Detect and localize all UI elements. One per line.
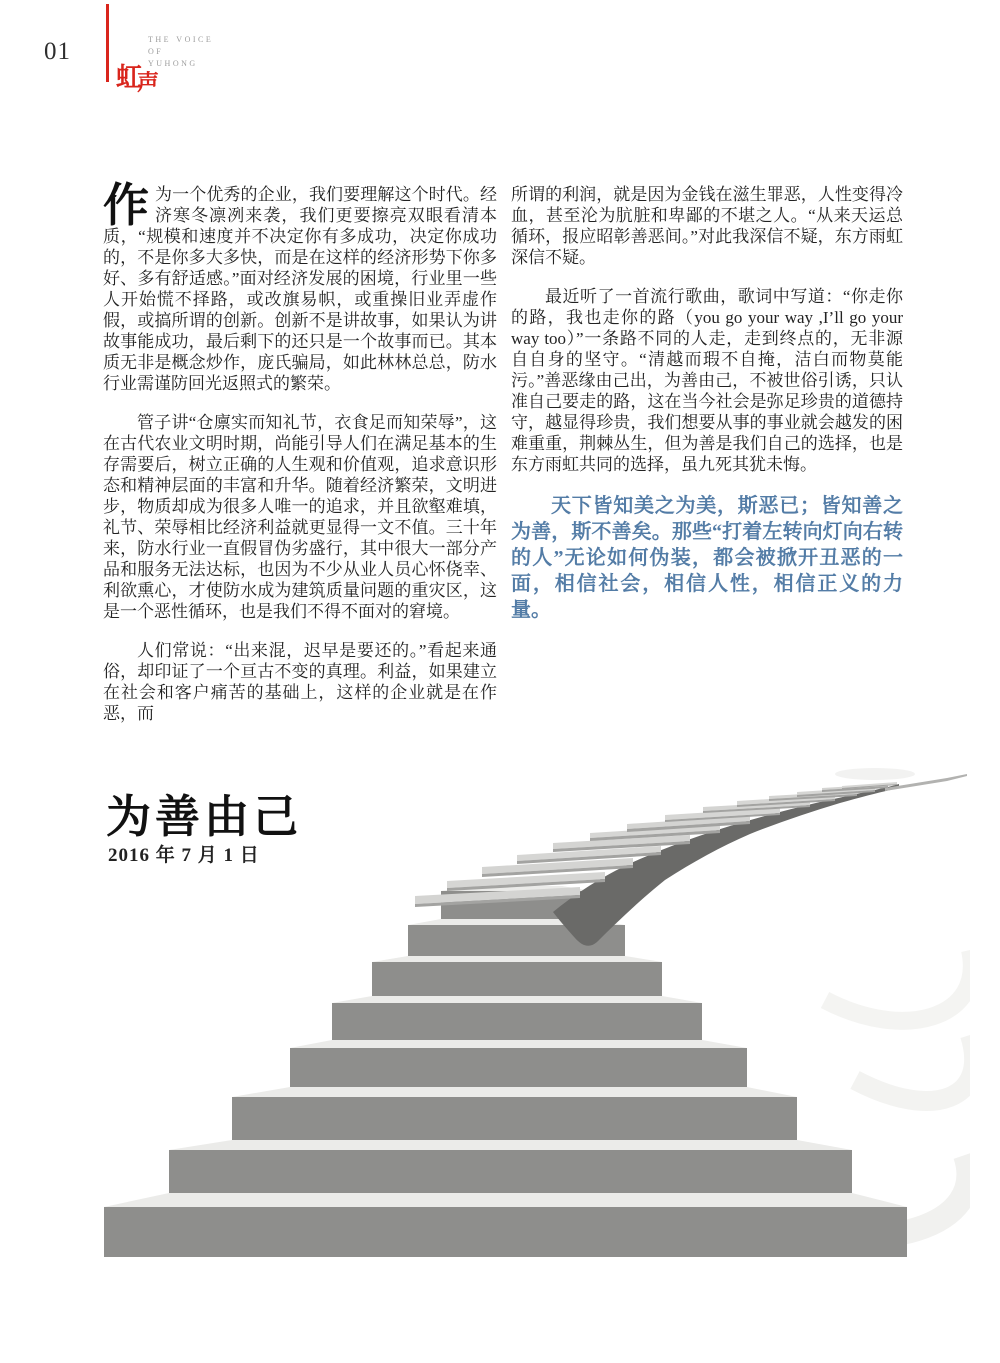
header-divider xyxy=(106,4,109,82)
paragraph-1 xyxy=(103,180,497,394)
article-column-left xyxy=(103,180,497,742)
logo-char-hong: 虹 xyxy=(116,63,143,92)
article-column-right xyxy=(511,184,903,641)
page-number: 01 xyxy=(44,38,71,65)
logo-char-sheng: 声 xyxy=(137,70,160,95)
paragraph-2: 管子讲“仓廪实而知礼节，衣食足而知荣辱”，这在古代农业文明时期，尚能引导人们在满足基本的生存需要后，树立正确的人生观和价值观，追求意识形态和精神层面的丰富和升华。随着经济繁荣，文明进步，物质却成为很多人唯一的追求，并且欲壑难填，礼节、荣辱相比经济利益就更显得一文不值。三十年来，防水行业一直假冒伪劣盛行，其中很大一部分产品和服务无法达标，也因为不少从业人员心怀侥幸、利欲熏心，才使防水成为建筑质量问题的重灾区，这是一个恶性循环，也是我们不得不面对的窘境。 xyxy=(103,413,497,621)
paragraph-5: 最近听了一首流行歌曲，歌词中写道：“你走你的路，我也走你的路（you go your way ,I’ll go your way too）”一条路不同的人走，走到终点的，无非源自自身的坚守。“清越而瑕不自掩，洁白而物莫能污。”善恶缘由己出，为善由己，不被世俗引诱，只认准自己要走的路，这在当今社会是弥足珍贵的道德持守，越显得珍贵，我们想要从事的事业就会越发的困难重重，荆棘丛生，但为善是我们自己的选择，也是东方雨虹共同的选择，虽九死其犹未悔。 xyxy=(511,287,903,474)
pull-quote-highlight: 天下皆知美之为美，斯恶已；皆知善之为善，斯不善矣。那些“打着左转向灯向右转的人”无论如何伪装，都会被掀开丑恶的一面，相信社会，相信人性，相信正义的力量。 xyxy=(511,495,903,621)
masthead-logo-chinese xyxy=(116,55,176,101)
paragraph-1-text: 为一个优秀的企业，我们要理解这个时代。经济寒冬凛冽来袭，我们更要擦亮双眼看清本质，“规模和速度并不决定你有多成功，决定你成功的，不是你多大多快，而是在这样的经济形势下你多好、多有舒适感。”面对经济发展的困境，行业里一些人开始慌不择路，或改旗易帜，或重操旧业弄虚作假，或搞所谓的创新。创新不是讲故事，如果认为讲故事能成功，最后剩下的还只是一个故事而已。其本质无非是概念炒作，庞氏骗局，如此林林总总，防水行业需谨防回光返照式的繁荣。 xyxy=(103,185,497,393)
paragraph-3: 人们常说：“出来混，迟早是要还的。”看起来通俗，却印证了一个亘古不变的真理。利益，如果建立在社会和客户痛苦的基础上，这样的企业就是在作恶，而 xyxy=(103,641,497,723)
masthead-line3: yuhong xyxy=(148,57,198,69)
masthead-line2: of xyxy=(148,45,164,57)
article-title: 为善由己 xyxy=(106,792,303,842)
staircase-curved-steps xyxy=(415,782,897,907)
paragraph-4: 所谓的利润，就是因为金钱在滋生罪恶，人性变得冷血，甚至沦为肮脏和卑鄙的不堪之人。“从来天运总循环，报应昭彰善恶间。”对此我深信不疑，东方雨虹深信不疑。 xyxy=(511,185,903,267)
masthead-line1: the voice xyxy=(148,33,214,45)
tail-haze xyxy=(835,768,915,780)
article-date: 2016 年 7 月 1 日 xyxy=(108,845,260,866)
dropcap-character: 作 xyxy=(103,180,149,231)
